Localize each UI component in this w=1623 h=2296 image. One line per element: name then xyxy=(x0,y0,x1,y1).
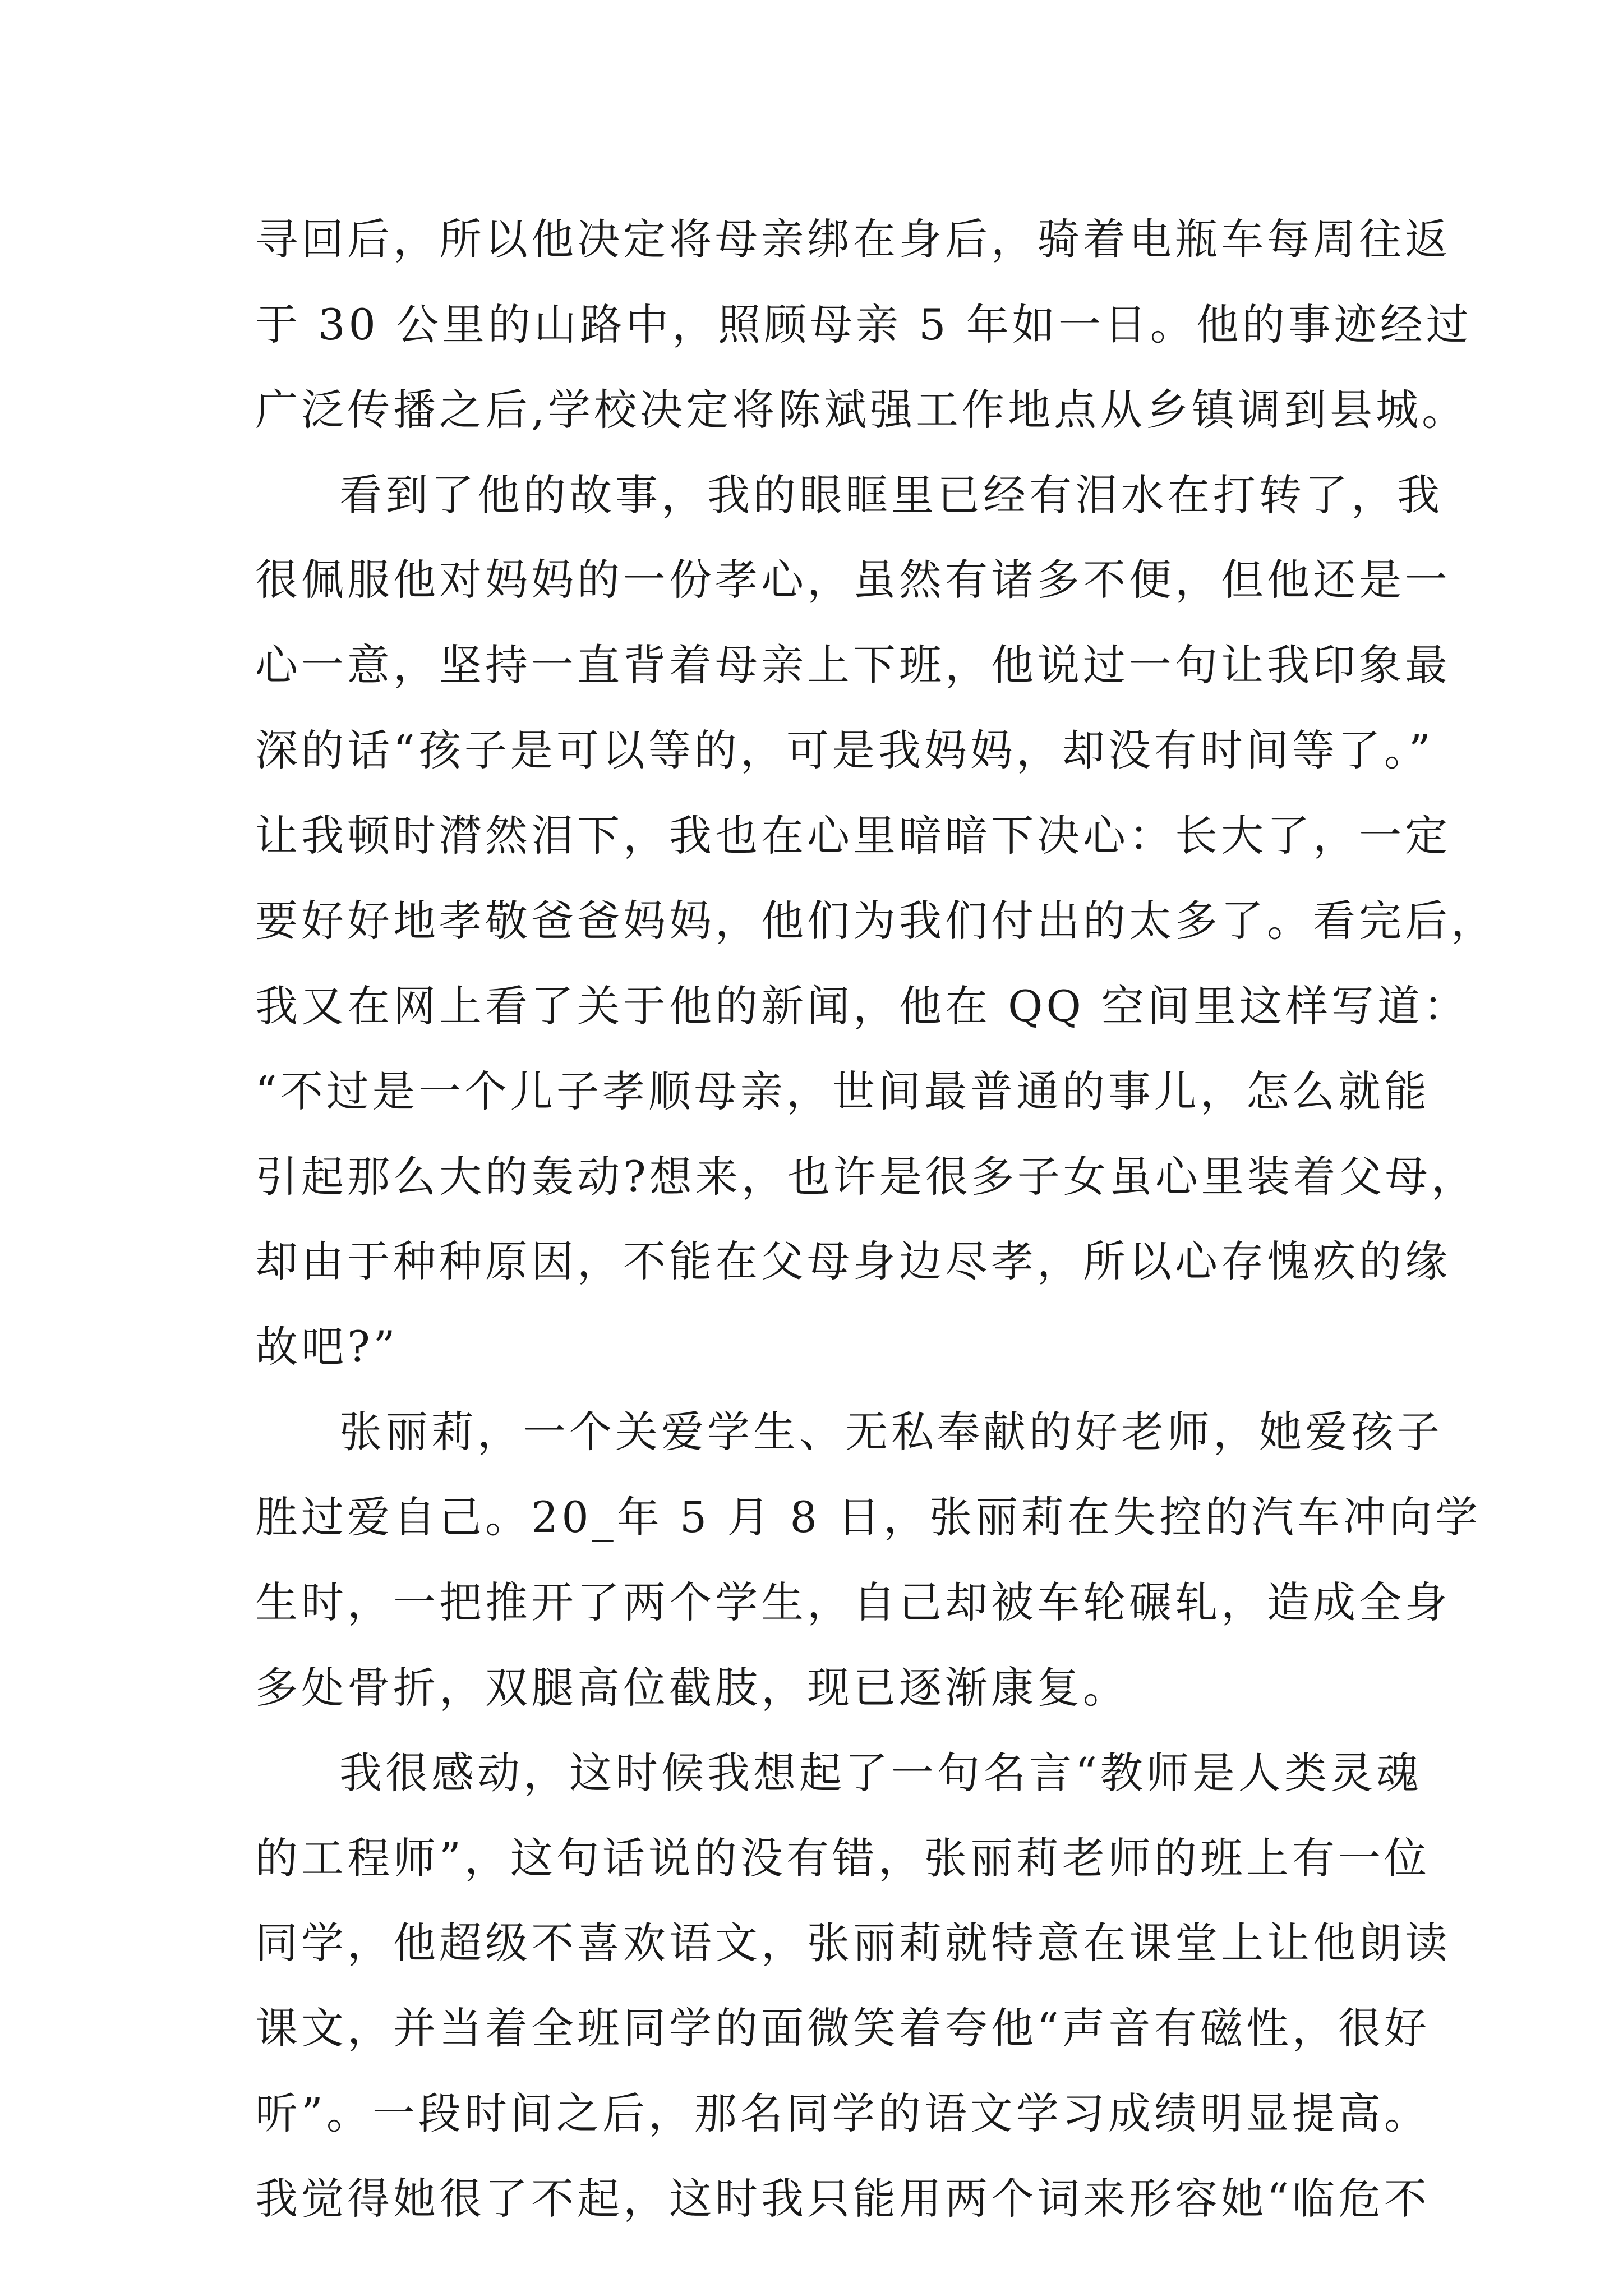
text-line: 生时，一把推开了两个学生，自己却被车轮碾轧，造成全身 xyxy=(255,1577,1451,1627)
text-line: 我觉得她很了不起，这时我只能用两个词来形容她“临危不 xyxy=(255,2174,1430,2224)
text-line: 我很感动，这时候我想起了一句名言“教师是人类灵魂 xyxy=(339,1747,1422,1798)
text-line: 听”。一段时间之后，那名同学的语文学习成绩明显提高。 xyxy=(255,2088,1430,2139)
text-line: “不过是一个儿子孝顺母亲，世间最普通的事儿，怎么就能 xyxy=(255,1066,1430,1116)
text-line: 故吧?” xyxy=(255,1322,399,1372)
text-line: 同学，他超级不喜欢语文，张丽莉就特意在课堂上让他朗读 xyxy=(255,1918,1451,1968)
text-line: 要好好地孝敬爸爸妈妈，他们为我们付出的太多了。看完后， xyxy=(255,895,1497,946)
text-line: 胜过爱自己。20_年 5 月 8 日，张丽莉在失控的汽车冲向学 xyxy=(255,1492,1482,1543)
text-line: 广泛传播之后,学校决定将陈斌强工作地点从乡镇调到县城。 xyxy=(255,384,1468,435)
text-line: 的工程师”，这句话说的没有错，张丽莉老师的班上有一位 xyxy=(255,1833,1430,1883)
text-line: 张丽莉，一个关爱学生、无私奉献的好老师，她爱孩子 xyxy=(339,1407,1443,1457)
text-line: 很佩服他对妈妈的一份孝心，虽然有诸多不便，但他还是一 xyxy=(255,555,1451,605)
text-line: 让我顿时潸然泪下，我也在心里暗暗下决心：长大了，一定 xyxy=(255,811,1451,861)
text-line: 多处骨折，双腿高位截肢，现已逐渐康复。 xyxy=(255,1662,1129,1713)
text-line: 却由于种种原因，不能在父母身边尽孝，所以心存愧疚的缘 xyxy=(255,1236,1451,1287)
text-line: 看到了他的故事，我的眼眶里已经有泪水在打转了，我 xyxy=(339,470,1443,520)
text-line: 我又在网上看了关于他的新闻，他在 QQ 空间里这样写道： xyxy=(255,981,1469,1031)
text-line: 课文，并当着全班同学的面微笑着夸他“声音有磁性，很好 xyxy=(255,2003,1430,2054)
text-line: 引起那么大的轰动?想来，也许是很多子女虽心里装着父母， xyxy=(255,1151,1477,1202)
text-line: 心一意，坚持一直背着母亲上下班，他说过一句让我印象最 xyxy=(255,640,1451,691)
text-line: 深的话“孩子是可以等的，可是我妈妈，却没有时间等了。” xyxy=(255,725,1434,776)
text-line: 于 30 公里的山路中，照顾母亲 5 年如一日。他的事迹经过 xyxy=(255,299,1472,349)
text-line: 寻回后，所以他决定将母亲绑在身后，骑着电瓶车每周往返 xyxy=(255,214,1451,264)
